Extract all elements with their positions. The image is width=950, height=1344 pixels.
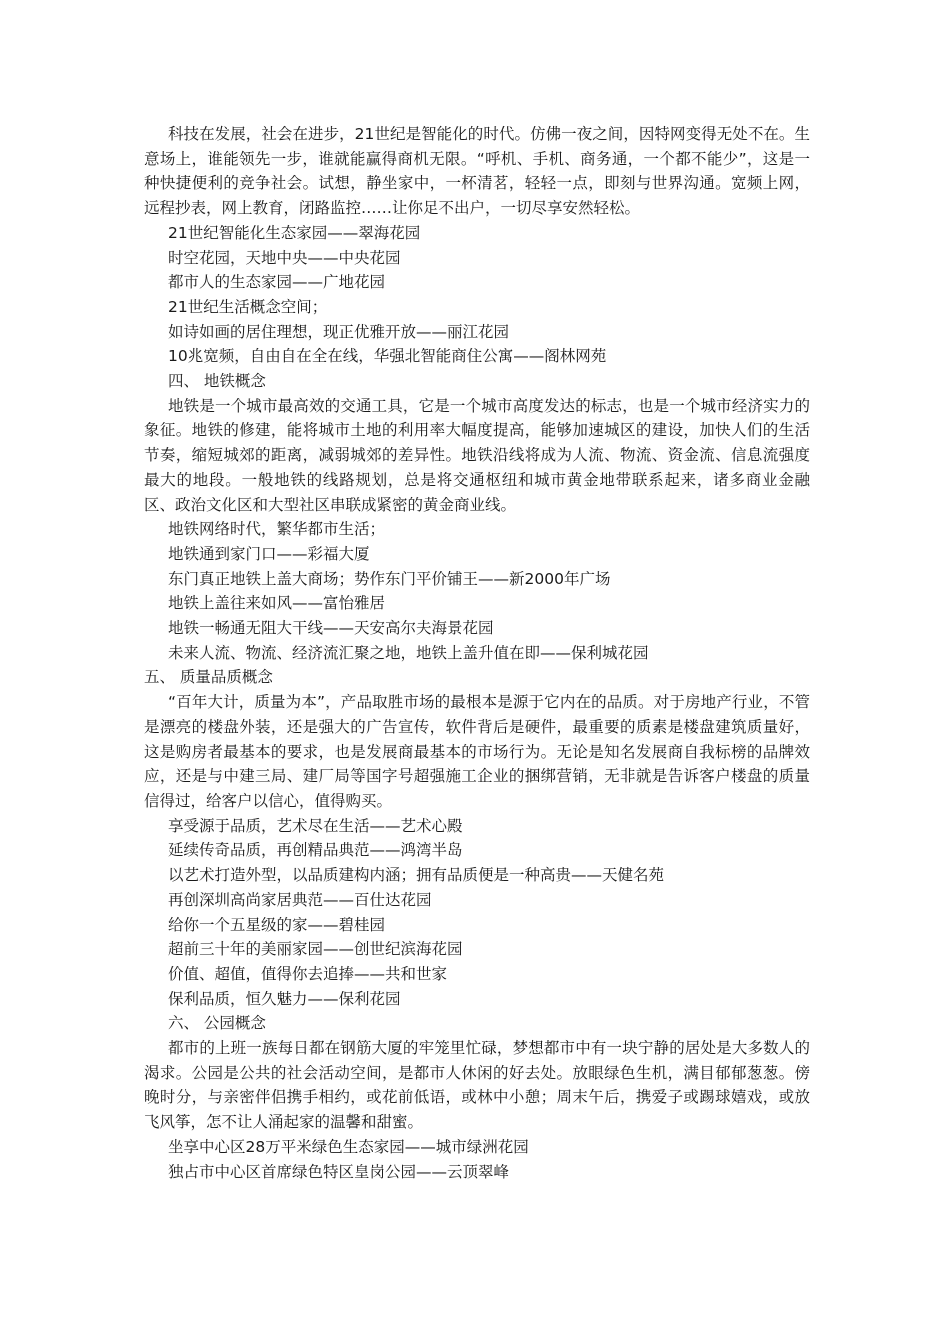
paragraph-quality: “百年大计，质量为本”，产品取胜市场的最根本是源于它内在的品质。对于房地产行业，不管是漂亮的楼盘外装，还是强大的广告宣传，软件背后是硬件，最重要的质素是楼盘建筑质量好，这是购房者最基本的要求，也是发展商最基本的市场行为。无论是知名发展商自我标榜的品牌效应，还是与中建三局、建厂局等国字号超强施工企业的捆绑营销，无非就是告诉客户楼盘的质量信得过，给客户以信心，值得购买。	[144, 693, 810, 810]
slogan-line: 地铁一畅通无阻大干线——天安高尔夫海景花园	[168, 619, 494, 638]
slogan-line: 10兆宽频，自由自在全在线，华强北智能商住公寓——阁林网苑	[168, 347, 607, 366]
document-page	[144, 122, 810, 1184]
slogan-line: 地铁上盖往来如风——富怡雅居	[168, 594, 386, 613]
slogan-line: 如诗如画的居住理想，现正优雅开放——丽江花园	[168, 322, 510, 341]
slogan-line: 延续传奇品质，再创精品典范——鸿湾半岛	[168, 841, 463, 860]
slogan-line: 享受源于品质，艺术尽在生活——艺术心殿	[168, 816, 463, 835]
slogan-line: 21世纪智能化生态家园——翠海花园	[168, 223, 421, 242]
slogan-line: 给你一个五星级的家——碧桂园	[168, 915, 386, 934]
slogan-line: 超前三十年的美丽家园——创世纪滨海花园	[168, 940, 463, 959]
slogan-line: 坐享中心区28万平米绿色生态家园——城市绿洲花园	[168, 1137, 529, 1156]
paragraph-subway: 地铁是一个城市最高效的交通工具，它是一个城市高度发达的标志，也是一个城市经济实力的象征。地铁的修建，能将城市土地的利用率大幅度提高，能够加速城区的建设，加快人们的生活节奏，缩短城郊的距离，减弱城郊的差异性。地铁沿线将成为人流、物流、资金流、信息流强度最大的地段。一般地铁的线路规划，总是将交通枢纽和城市黄金地带联系起来，诸多商业金融区、政治文化区和大型社区串联成紧密的黄金商业线。	[144, 396, 810, 514]
slogan-line: 地铁通到家门口——彩福大厦	[168, 544, 370, 563]
section-heading-quality: 五、 质量品质概念	[144, 668, 273, 687]
slogan-line: 再创深圳高尚家居典范——百仕达花园	[168, 890, 432, 909]
slogan-line: 21世纪生活概念空间；	[168, 297, 328, 316]
slogan-line: 地铁网络时代，繁华都市生活；	[168, 520, 386, 539]
slogan-line: 价值、超值，值得你去追捧——共和世家	[168, 964, 448, 983]
section-heading-subway: 四、 地铁概念	[168, 372, 266, 391]
paragraph-intelligence: 科技在发展，社会在进步，21世纪是智能化的时代。仿佛一夜之间，因特网变得无处不在。生意场上，谁能领先一步，谁就能赢得商机无限。“呼机、手机、商务通，一个都不能少”，这是一种快捷便利的竞争社会。试想，静坐家中，一杯清茗，轻轻一点，即刻与世界沟通。宽频上网，远程抄表，网上教育，闭路监控……让你足不出户，一切尽享安然轻松。	[144, 125, 810, 218]
slogan-line: 保利品质，恒久魅力——保利花园	[168, 989, 401, 1008]
slogan-line: 时空花园，天地中央——中央花园	[168, 248, 401, 267]
slogan-line: 未来人流、物流、经济流汇聚之地，地铁上盖升值在即——保利城花园	[168, 643, 649, 662]
paragraph-park: 都市的上班一族每日都在钢筋大厦的牢笼里忙碌，梦想都市中有一块宁静的居处是大多数人的渴求。公园是公共的社会活动空间，是都市人休闲的好去处。放眼绿色生机，满目郁郁葱葱。傍晚时分，与亲密伴侣携手相约，或花前低语，或林中小憩；周末午后，携爱子或踢球嬉戏，或放飞风筝，怎不让人涌起家的温馨和甜蜜。	[144, 1039, 810, 1132]
slogan-line: 独占市中心区首席绿色特区皇岗公园——云顶翠峰	[168, 1162, 510, 1181]
slogan-line: 东门真正地铁上盖大商场；势作东门平价铺王——新2000年广场	[168, 569, 611, 588]
slogan-line: 以艺术打造外型，以品质建构内涵；拥有品质便是一种高贵——天健名苑	[168, 866, 665, 885]
section-heading-park: 六、 公园概念	[168, 1014, 266, 1033]
slogan-line: 都市人的生态家园——广地花园	[168, 273, 386, 292]
